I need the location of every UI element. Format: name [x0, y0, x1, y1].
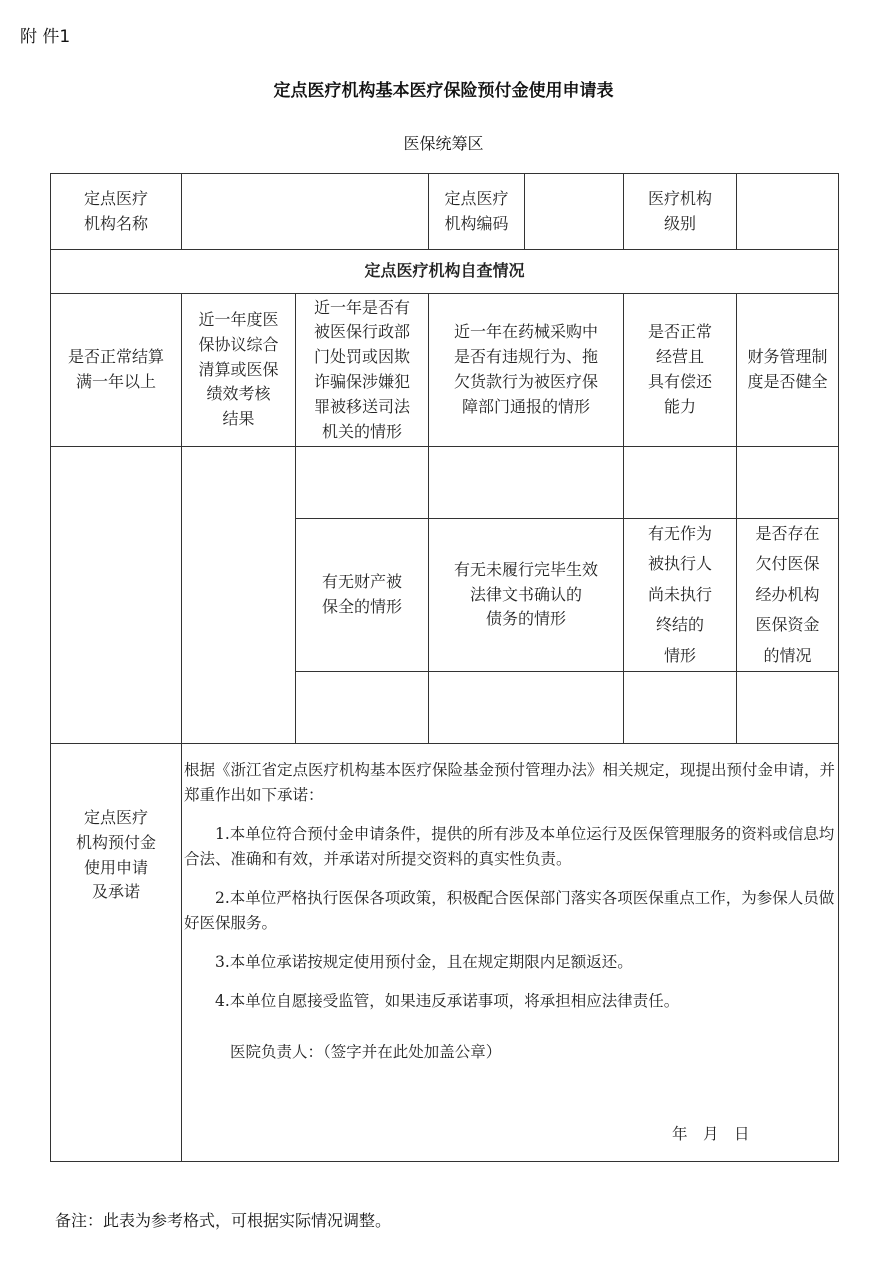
answer-unfulfilled-judgment[interactable] [429, 672, 624, 744]
commitment-item-4: 4.本单位自愿接受监管，如果违反承诺事项，将承担相应法律责任。 [215, 992, 680, 1010]
question-financial-system-text: 财务管理制 度是否健全 [747, 347, 828, 391]
institution-code-field[interactable] [525, 174, 624, 250]
commitment-label [51, 744, 182, 1162]
question-annual-assessment [182, 294, 296, 447]
question-penalty-fraud [296, 294, 429, 447]
application-form-table [50, 173, 839, 1162]
question-procurement-violation [429, 294, 624, 447]
institution-level-label [624, 174, 737, 250]
commitment-item-3: 3.本单位承诺按规定使用预付金，且在规定期限内足额返还。 [215, 953, 633, 971]
commitment-item-1: 1.本单位符合预付金申请条件，提供的所有涉及本单位运行及医保管理服务的资料或信息均合法、准确和有效，并承诺对所提交资料的真实性负责。 [184, 825, 835, 868]
self-check-heading: 定点医疗机构自查情况 [51, 250, 839, 294]
question-annual-assessment-text: 近一年度医 保协议综合 清算或医保 绩效考核 结果 [198, 310, 279, 429]
self-check-heading-row [51, 250, 839, 294]
question-settlement-period-text: 是否正常结算 满一年以上 [67, 347, 164, 391]
self-check-answers-row [51, 447, 839, 519]
institution-level-label-text: 医疗机构 级别 [648, 188, 713, 233]
region-label: 医保统筹区 [403, 134, 484, 153]
date-line: 年 月 日 [672, 1125, 750, 1143]
question-settlement-period [51, 294, 182, 447]
commitment-text-block [182, 744, 839, 1162]
question-owed-funds [737, 519, 839, 672]
answer-financial-system[interactable] [737, 447, 839, 519]
question-enforcement-target-text: 有无作为 被执行人 尚未执行 终结的 情形 [648, 524, 713, 665]
document-title: 定点医疗机构基本医疗保险预付金使用申请表 [273, 81, 614, 101]
answer-penalty-fraud[interactable] [296, 447, 429, 519]
question-unfulfilled-judgment [429, 519, 624, 672]
attachment-label: 附 件1 [20, 27, 71, 47]
institution-name-label [51, 174, 182, 250]
answer-owed-funds[interactable] [737, 672, 839, 744]
signature-line: 医院负责人：（签字并在此处加盖公章） [230, 1043, 502, 1061]
question-repayment-ability-text: 是否正常 经营且 具有偿还 能力 [648, 322, 713, 416]
question-enforcement-target [624, 519, 737, 672]
commitment-row [51, 744, 839, 1162]
question-financial-system [737, 294, 839, 447]
institution-info-row [51, 174, 839, 250]
commitment-item-2: 2.本单位严格执行医保各项政策，积极配合医保部门落实各项医保重点工作，为参保人员做好医保服务。 [184, 889, 835, 932]
institution-name-label-text: 定点医疗 机构名称 [83, 188, 148, 233]
institution-name-field[interactable] [182, 174, 429, 250]
question-property-preservation-text: 有无财产被 保全的情形 [321, 572, 402, 616]
commitment-label-text: 定点医疗 机构预付金 使用申请 及承诺 [75, 808, 156, 902]
answer-enforcement-target[interactable] [624, 672, 737, 744]
question-penalty-fraud-text: 近一年是否有 被医保行政部 门处罚或因欺 诈骗保涉嫌犯 罪被移送司法 机关的情形 [313, 297, 410, 441]
institution-code-label [429, 174, 525, 250]
answer-annual-assessment[interactable] [182, 447, 296, 744]
question-owed-funds-text: 是否存在 欠付医保 经办机构 医保资金 的情况 [755, 524, 820, 665]
commitment-intro: 根据《浙江省定点医疗机构基本医疗保险基金预付管理办法》相关规定，现提出预付金申请，并郑重作出如下承诺： [184, 761, 836, 804]
answer-procurement-violation[interactable] [429, 447, 624, 519]
question-unfulfilled-judgment-text: 有无未履行完毕生效 法律文书确认的 债务的情形 [453, 559, 598, 629]
self-check-questions-row [51, 294, 839, 447]
answer-property-preservation[interactable] [296, 672, 429, 744]
footer-remark: 备注：此表为参考格式，可根据实际情况调整。 [55, 1211, 392, 1230]
question-procurement-violation-text: 近一年在药械采购中 是否有违规行为、拖 欠货款行为被医疗保 障部门通报的情形 [453, 322, 598, 416]
question-repayment-ability [624, 294, 737, 447]
answer-repayment-ability[interactable] [624, 447, 737, 519]
institution-level-field[interactable] [737, 174, 839, 250]
answer-settlement-period[interactable] [51, 447, 182, 744]
institution-code-label-text: 定点医疗 机构编码 [444, 188, 509, 233]
question-property-preservation [296, 519, 429, 672]
